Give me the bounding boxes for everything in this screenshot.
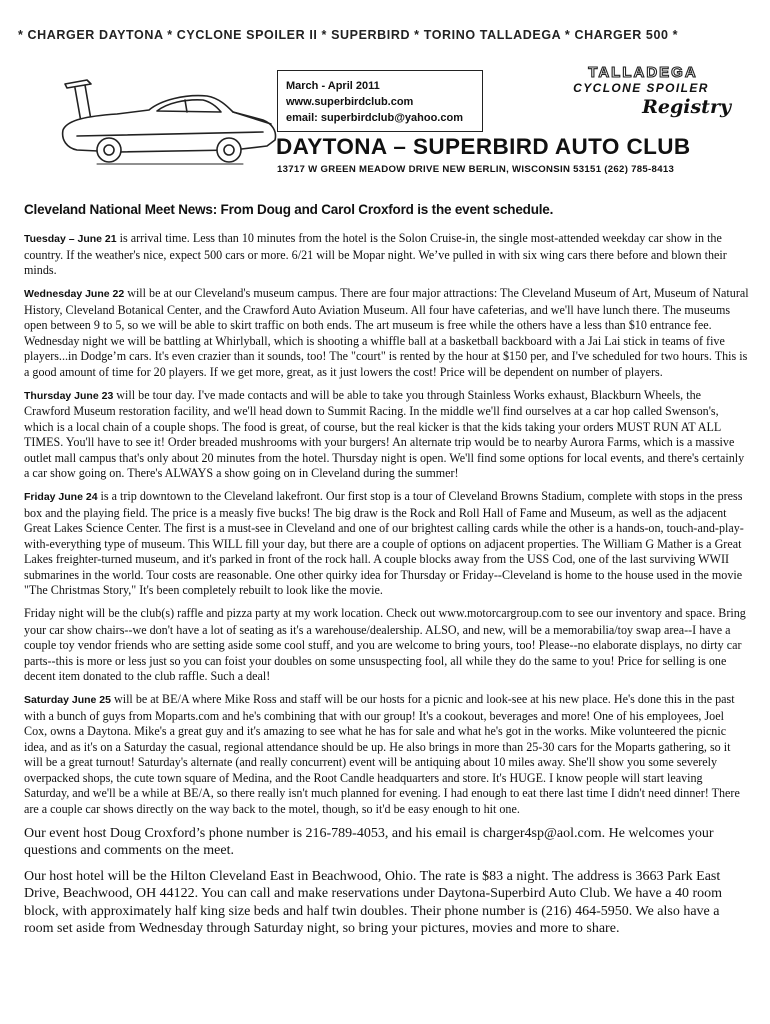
registry-logo <box>553 62 731 122</box>
article-headline: Cleveland National Meet News: From Doug and Carol Croxford is the event schedule. <box>24 202 554 217</box>
day-heading: Wednesday June 22 <box>24 288 125 300</box>
paragraph-text: will be at BE/A where Mike Ross and staff will be our hosts for a picnic and look-see at his new place. He's done this in the past with a bunch of guys from Moparts.com and he's combining that with our group! It's a cookout, beverages and more! One of his employees, Joel Cox, owns a Daytona. Mike's a great guy and it's amazing to see what he has for sale and what he's got in the works. Mike volunteered the picnic idea, and as it's on a Saturday the casual, regional attendance should be up. He also brings in more than 25-30 cars for the Moparts gathering, so it will be a great turnout! Saturday's alternate (and really concurrent) event will be antiquing about 10 miles away. She'll show you some severely overpacked shops, the cute town square of Medina, and the Root Candle headquarters and store. It's HUGE. I know people will start leaving Saturday, and we'll be a while at BE/A, so there really isn't much planned for evening. I had enough to eat there last time I didn't need dinner! There are a couple car shows directly on the way back to the motel, though, so it'd be easy enough to hit one. <box>24 692 740 816</box>
paragraph-text: is arrival time. Less than 10 minutes from the hotel is the Solon Cruise-in, the single most-attended weekday car show in the country. If the weather's nice, expect 500 cars or more. 6/21 will be Mopar night. We’ve pulled in with six wing cars there before and blown their minds. <box>24 231 727 277</box>
issue-date: March - April 2011 <box>286 80 380 92</box>
schedule-paragraph <box>24 286 749 380</box>
schedule-paragraph <box>24 692 749 817</box>
club-title: DAYTONA – SUPERBIRD AUTO CLUB <box>276 134 691 159</box>
day-heading: Friday June 24 <box>24 491 98 503</box>
contact-info-box <box>277 70 483 132</box>
day-heading: Thursday June 23 <box>24 389 114 402</box>
day-heading: Tuesday – June 21 <box>24 233 117 245</box>
email-link[interactable]: email: superbirdclub@yahoo.com <box>286 112 463 124</box>
website-link[interactable]: www.superbirdclub.com <box>286 96 414 108</box>
day-heading: Saturday June 25 <box>24 694 111 706</box>
host-contact-paragraph: Our event host Doug Croxford’s phone number is 216-789-4053, and his email is charger4sp@aol.com. He welcomes your questions and comments on the meet. <box>24 825 714 858</box>
paragraph-text: will be at our Cleveland's museum campus. There are four major attractions: The Cleveland Museum of Art, Museum of Natural History, Cleveland Botanical Center, and the Crawford Auto Aviation Museum. All four have cafeterias, and we'll have lunch there. The museums open between 9 to 5, so we will be able to skirt traffic on both ends. The art museum is free while the others have a less than $10 entrance fee. Wednesday night we will be battling at Whirlyball, which is shooting a whiffle ball at a basketball backboard with a Jai Lai stick in teams of five players...in Dodge’m cars. It's even crazier than it sounds, too! The "court" is rented by the hour at $150 per, and I've scheduled for two hours. This is a good amount of time for 20 players. If we get more, great, as it just lowers the cost! Price will be dependent on number of players. <box>24 286 749 379</box>
schedule-paragraph <box>24 606 749 685</box>
logo-talladega: TALLADEGA <box>588 64 698 81</box>
article-body <box>24 231 749 946</box>
club-address: 13717 W GREEN MEADOW DRIVE NEW BERLIN, WISCONSIN 53151 (262) 785-8413 <box>277 164 675 175</box>
logo-registry: Registry <box>642 96 731 118</box>
logo-cyclone-spoiler: CYCLONE SPOILER <box>573 81 709 95</box>
paragraph-text: is a trip downtown to the Cleveland lakefront. Our first stop is a tour of Cleveland Browns Stadium, complete with stops in the press box and the playing field. The price is a measly five bucks! The big draw is the Rock and Roll Hall of Fame and Museum, as well as the adjacent Great Lakes Science Center. The first is a must-see in Cleveland and one of our brightest calling cards while the other is a hands-on, touch-and-play-with-everything type of museum. This WILL fill your day, but there are a couple of options on adjacent properties. The William G Mather is a Great Lakes freighter-turned museum, and it's parked in front of the rock hall. A couple blocks away from the USS Cod, one of the last surviving WWII submarines in the world. Tour costs are reasonable. One other quirky idea for Thursday or Friday--Cleveland is home to the house used in the movie "The Christmas Story," It's been completely rebuilt to look like the movie. <box>24 489 744 597</box>
model-banner: * CHARGER DAYTONA * CYCLONE SPOILER II * SUPERBIRD * TORINO TALLADEGA * CHARGER 500 * <box>18 28 679 42</box>
paragraph-text: Friday night will be the club(s) raffle and pizza party at my work location. Check out www.motorcargroup.com to see our inventory and space. Bring your car show chairs--we don't have a lot of seating as it's a warehouse/dealership. ALSO, and new, will be a memorabilia/toy swap area--I have a couple toy vendor friends who are setting aside some cool stuff, and you are welcome to bring yours, too! Please--no elaborate displays, no dirty car parts--this is more or less just so you can foist your doubles on some unsuspecting fool, all while they do the same to you! Price for selling is one decent item donated to the club raffle. Such a deal! <box>24 606 746 683</box>
hotel-info-paragraph: Our host hotel will be the Hilton Cleveland East in Beachwood, Ohio. The rate is $83 a night. The address is 3663 Park East Drive, Beachwood, OH 44122. You can call and make reservations under Daytona-Superbird Auto Club. We have a 40 room block, with approximately half king size beds and half twin doubles. Their phone number is (216) 464-5950. We also have a room set aside from Wednesday through Saturday night, so bring your pictures, movies and more to share. <box>24 868 723 936</box>
superbird-car-icon <box>57 70 281 170</box>
schedule-paragraph <box>24 489 749 599</box>
paragraph-text: will be tour day. I've made contacts and will be able to take you through Stainless Works exhaust, Blackburn Wheels, the Crawford Museum restoration facility, and we'll head down to Summit Racing. In the middle we'll find ourselves at a car hop called Swenson's, which is a local chain of a couple shops. The food is great, of course, but the real kicker is that the kids taking your orders MUST RUN AT ALL TIMES. You'll have to see it! Order breaded mushrooms with your burgers! An alternate trip would be to nearby Aurora Farms, which is a massive outlet mall campus that's only about 20 minutes from the hotel. Thursday night is open. We'll find some options for local events, and there's certainly a car show going on. There's ALWAYS a show going on in Cleveland during the summer! <box>24 387 745 480</box>
schedule-paragraph <box>24 231 749 279</box>
schedule-paragraph <box>24 388 749 482</box>
